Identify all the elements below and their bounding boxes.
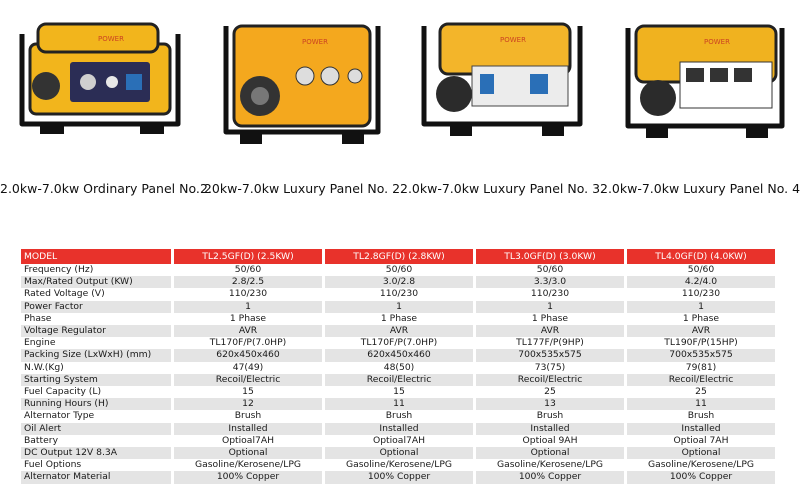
spec-label: Packing Size (LxWxH) (mm) xyxy=(21,349,171,361)
table-row xyxy=(21,313,775,325)
spec-value: 11 xyxy=(325,398,473,410)
spec-value: Optional xyxy=(627,447,775,459)
spec-label: Frequency (Hz) xyxy=(21,264,171,276)
spec-value: Installed xyxy=(476,423,624,435)
spec-value: 12 xyxy=(174,398,322,410)
spec-label: Max/Rated Output (KW) xyxy=(21,276,171,288)
table-row xyxy=(21,423,775,435)
table-row xyxy=(21,471,775,483)
product-ordinary-panel-2 xyxy=(0,0,212,210)
spec-value: Gasoline/Kerosene/LPG xyxy=(627,459,775,471)
spec-value: 1 xyxy=(476,301,624,313)
spec-value: Installed xyxy=(627,423,775,435)
spec-value: 48(50) xyxy=(325,362,473,374)
spec-label: Rated Voltage (V) xyxy=(21,288,171,300)
spec-label: Starting System xyxy=(21,374,171,386)
generator-image xyxy=(10,4,190,154)
spec-value: 25 xyxy=(476,386,624,398)
brand-logo-text: POWER xyxy=(500,36,526,44)
spec-value: AVR xyxy=(174,325,322,337)
spec-label: Phase xyxy=(21,313,171,325)
spec-label: Oil Alert xyxy=(21,423,171,435)
spec-value: Gasoline/Kerosene/LPG xyxy=(174,459,322,471)
spec-value: 110/230 xyxy=(627,288,775,300)
spec-value: 2.8/2.5 xyxy=(174,276,322,288)
spec-label: Running Hours (H) xyxy=(21,398,171,410)
spec-value: 100% Copper xyxy=(325,471,473,483)
spec-value: 50/60 xyxy=(325,264,473,276)
spec-value: Brush xyxy=(476,410,624,422)
product-luxury-panel-4 xyxy=(600,0,800,210)
spec-value: Optional xyxy=(174,447,322,459)
product-caption: 2.0kw-7.0kw Luxury Panel No. 4 xyxy=(600,181,800,196)
spec-value: Recoil/Electric xyxy=(476,374,624,386)
spec-value: 1 xyxy=(627,301,775,313)
spec-label: Alternator Material xyxy=(21,471,171,483)
spec-label: N.W.(Kg) xyxy=(21,362,171,374)
spec-value: 3.0/2.8 xyxy=(325,276,473,288)
model-header-cell: TL2.8GF(D) (2.8KW) xyxy=(325,249,473,264)
product-caption: 2.0kw-7.0kw Luxury Panel No. 3 xyxy=(400,181,601,196)
table-row xyxy=(21,301,775,313)
spec-label: Voltage Regulator xyxy=(21,325,171,337)
spec-value: 50/60 xyxy=(174,264,322,276)
spec-label: DC Output 12V 8.3A xyxy=(21,447,171,459)
table-row xyxy=(21,325,775,337)
spec-value: Optional xyxy=(325,447,473,459)
spec-value: TL177F/P(9HP) xyxy=(476,337,624,349)
spec-value: TL170F/P(7.0HP) xyxy=(325,337,473,349)
spec-label: Fuel Capacity (L) xyxy=(21,386,171,398)
spec-value: 110/230 xyxy=(476,288,624,300)
spec-value: 1 Phase xyxy=(627,313,775,325)
spec-value: TL170F/P(7.0HP) xyxy=(174,337,322,349)
table-row xyxy=(21,264,775,276)
table-row xyxy=(21,410,775,422)
table-row xyxy=(21,337,775,349)
spec-value: 11 xyxy=(627,398,775,410)
product-luxury-panel-3 xyxy=(400,0,600,210)
model-header-label: MODEL xyxy=(21,249,171,264)
table-row xyxy=(21,386,775,398)
brand-logo-text: POWER xyxy=(98,35,124,43)
spec-value: Recoil/Electric xyxy=(627,374,775,386)
spec-value: 73(75) xyxy=(476,362,624,374)
spec-value: 100% Copper xyxy=(174,471,322,483)
spec-table xyxy=(18,249,778,484)
spec-value: 4.2/4.0 xyxy=(627,276,775,288)
product-gallery xyxy=(0,0,800,210)
brand-logo-text: POWER xyxy=(704,38,730,46)
spec-value: 1 xyxy=(174,301,322,313)
table-row xyxy=(21,362,775,374)
spec-label: Power Factor xyxy=(21,301,171,313)
spec-value: 1 Phase xyxy=(476,313,624,325)
spec-value: 100% Copper xyxy=(627,471,775,483)
brand-logo-text: POWER xyxy=(302,38,328,46)
spec-value: 3.3/3.0 xyxy=(476,276,624,288)
spec-value: 47(49) xyxy=(174,362,322,374)
table-row xyxy=(21,447,775,459)
spec-value: TL190F/P(15HP) xyxy=(627,337,775,349)
spec-value: 50/60 xyxy=(476,264,624,276)
spec-value: 15 xyxy=(174,386,322,398)
spec-value: 700x535x575 xyxy=(627,349,775,361)
spec-value: 13 xyxy=(476,398,624,410)
spec-label: Engine xyxy=(21,337,171,349)
spec-table-header xyxy=(21,249,775,264)
table-row xyxy=(21,398,775,410)
spec-value: 110/230 xyxy=(325,288,473,300)
spec-value: Gasoline/Kerosene/LPG xyxy=(476,459,624,471)
generator-image xyxy=(410,4,590,154)
spec-value: 15 xyxy=(325,386,473,398)
table-row xyxy=(21,349,775,361)
product-caption: 2.0kw-7.0kw Ordinary Panel No. 2 xyxy=(0,181,212,196)
spec-value: Recoil/Electric xyxy=(325,374,473,386)
table-row xyxy=(21,374,775,386)
spec-value: AVR xyxy=(325,325,473,337)
spec-value: Installed xyxy=(325,423,473,435)
spec-value: 1 Phase xyxy=(174,313,322,325)
spec-value: AVR xyxy=(476,325,624,337)
generator-image xyxy=(210,4,390,154)
table-row xyxy=(21,459,775,471)
spec-value: AVR xyxy=(627,325,775,337)
spec-value: 79(81) xyxy=(627,362,775,374)
spec-value: Installed xyxy=(174,423,322,435)
spec-value: Brush xyxy=(325,410,473,422)
table-row xyxy=(21,435,775,447)
spec-value: Recoil/Electric xyxy=(174,374,322,386)
table-row xyxy=(21,288,775,300)
spec-value: 25 xyxy=(627,386,775,398)
spec-value: Brush xyxy=(627,410,775,422)
model-header-cell: TL2.5GF(D) (2.5KW) xyxy=(174,249,322,264)
spec-value: 620x450x460 xyxy=(174,349,322,361)
spec-value: 100% Copper xyxy=(476,471,624,483)
model-header-cell: TL3.0GF(D) (3.0KW) xyxy=(476,249,624,264)
spec-label: Alternator Type xyxy=(21,410,171,422)
spec-value: 700x535x575 xyxy=(476,349,624,361)
spec-label: Fuel Options xyxy=(21,459,171,471)
spec-value: Optional xyxy=(476,447,624,459)
product-caption: 2.0kw-7.0kw Luxury Panel No. 2 xyxy=(200,181,401,196)
product-luxury-panel-2 xyxy=(200,0,400,210)
spec-value: Optioal7AH xyxy=(174,435,322,447)
spec-value: 110/230 xyxy=(174,288,322,300)
spec-value: 1 xyxy=(325,301,473,313)
spec-label: Battery xyxy=(21,435,171,447)
table-row xyxy=(21,276,775,288)
model-header-cell: TL4.0GF(D) (4.0KW) xyxy=(627,249,775,264)
spec-value: Optioal 9AH xyxy=(476,435,624,447)
spec-value: 50/60 xyxy=(627,264,775,276)
spec-value: Optioal7AH xyxy=(325,435,473,447)
generator-image xyxy=(610,4,790,154)
spec-value: Brush xyxy=(174,410,322,422)
spec-value: 620x450x460 xyxy=(325,349,473,361)
spec-value: Gasoline/Kerosene/LPG xyxy=(325,459,473,471)
spec-value: Optioal 7AH xyxy=(627,435,775,447)
spec-value: 1 Phase xyxy=(325,313,473,325)
